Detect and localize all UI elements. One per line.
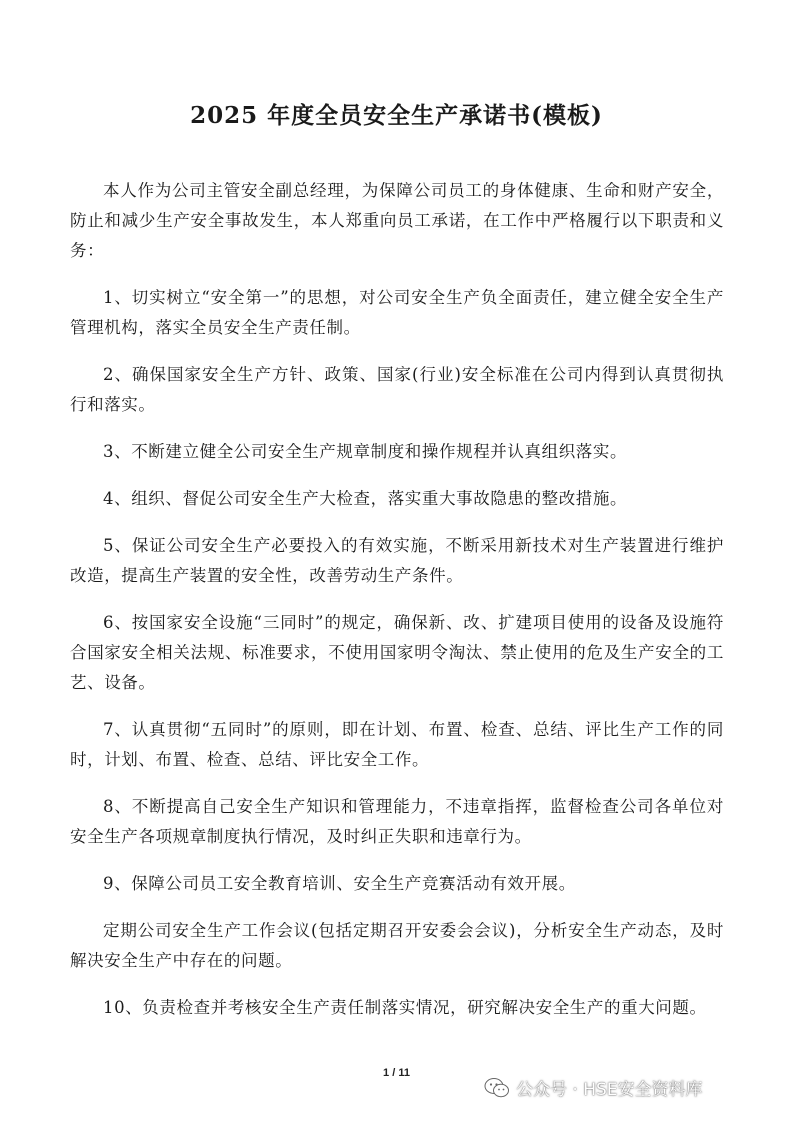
- commitment-item-4: 4、组织、督促公司安全生产大检查，落实重大事故隐患的整改措施。: [103, 489, 628, 508]
- commitment-item-9: 9、保障公司员工安全教育培训、安全生产竞赛活动有效开展。: [103, 874, 576, 893]
- page-number: 1 / 11: [383, 1067, 410, 1079]
- commitment-item-2: 2、确保国家安全生产方针、政策、国家(行业)安全标准在公司内得到认真贯彻执行和落实。: [70, 365, 724, 414]
- wechat-watermark: [484, 1075, 703, 1100]
- document-body: [70, 176, 724, 1040]
- watermark-text: 公众号 · HSE安全资料库: [516, 1080, 703, 1100]
- commitment-item-5: 5、保证公司安全生产必要投入的有效实施，不断采用新技术对生产装置进行维护改造，提高生产装置的安全性，改善劳动生产条件。: [70, 536, 724, 585]
- commitment-item-meeting: 定期公司安全生产工作会议(包括定期召开安委会会议)，分析安全生产动态，及时解决安全生产中存在的问题。: [70, 921, 724, 970]
- intro-paragraph: 本人作为公司主管安全副总经理，为保障公司员工的身体健康、生命和财产安全，防止和减少生产安全事故发生，本人郑重向员工承诺，在工作中严格履行以下职责和义务：: [70, 181, 724, 260]
- commitment-item-6: 6、按国家安全设施“三同时”的规定，确保新、改、扩建项目使用的设备及设施符合国家安全相关法规、标准要求，不使用国家明令淘汰、禁止使用的危及生产安全的工艺、设备。: [70, 613, 724, 692]
- commitment-item-7: 7、认真贯彻“五同时”的原则，即在计划、布置、检查、总结、评比生产工作的同时，计划、布置、检查、总结、评比安全工作。: [70, 720, 724, 769]
- commitment-item-3: 3、不断建立健全公司安全生产规章制度和操作规程并认真组织落实。: [103, 442, 628, 461]
- wechat-icon: [484, 1077, 510, 1099]
- commitment-item-8: 8、不断提高自己安全生产知识和管理能力，不违章指挥，监督检查公司各单位对安全生产各项规章制度执行情况，及时纠正失职和违章行为。: [70, 797, 724, 846]
- commitment-item-10: 10、负责检查并考核安全生产责任制落实情况，研究解决安全生产的重大问题。: [103, 998, 707, 1017]
- document-title: 2025 年度全员安全生产承诺书(模板): [190, 102, 603, 129]
- commitment-item-1: 1、切实树立“安全第一”的思想，对公司安全生产负全面责任，建立健全安全生产管理机构，落实全员安全生产责任制。: [70, 288, 724, 337]
